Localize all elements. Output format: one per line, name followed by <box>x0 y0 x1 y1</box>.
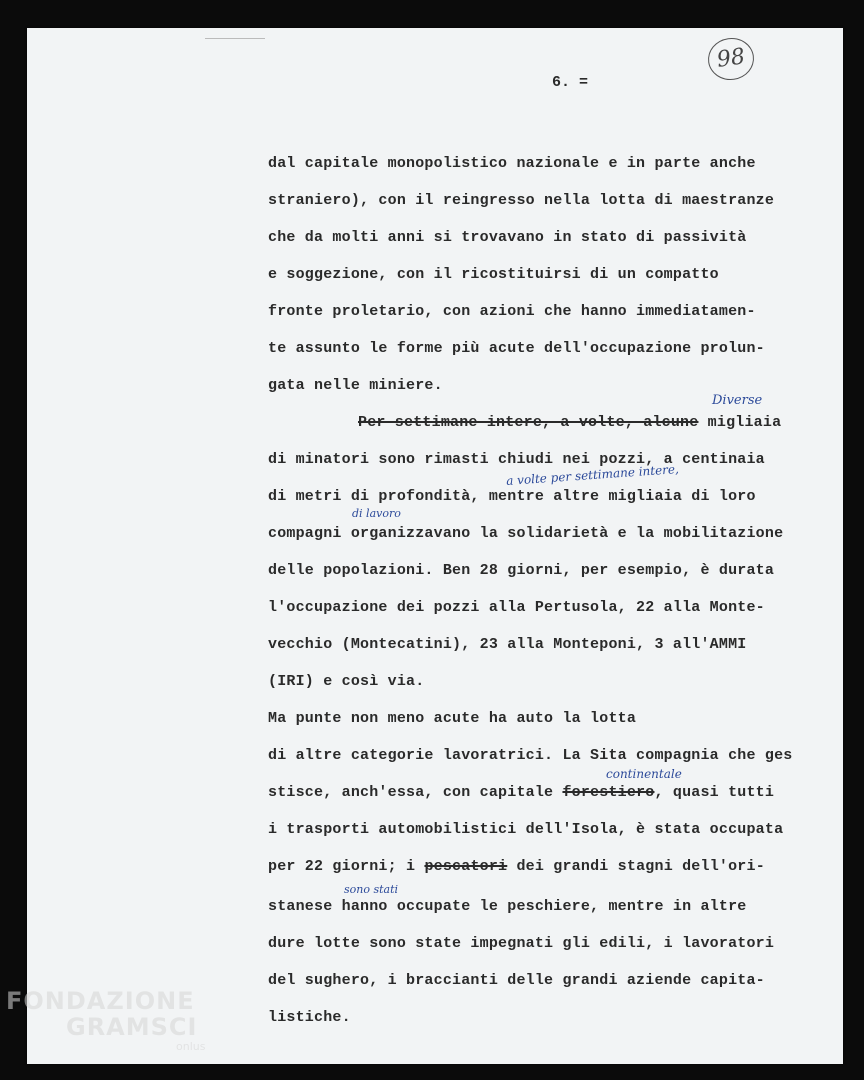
text-line <box>268 858 765 875</box>
text-line: di metri di profondità, mentre altre migliaia di loro <box>268 488 756 505</box>
text-fragment: migliaia <box>698 414 782 431</box>
text-fragment: stisce, anch'essa, con capitale <box>268 784 563 801</box>
text-line: e soggezione, con il ricostituirsi di un compatto <box>268 266 719 283</box>
text-line: stanese hanno occupate le peschiere, mentre in altre <box>268 898 747 915</box>
text-line: compagni organizzavano la solidarietà e la mobilitazione <box>268 525 784 542</box>
text-line: (IRI) e così via. <box>268 673 425 690</box>
divider <box>205 38 265 39</box>
struck-text: pescatori <box>424 858 508 875</box>
fondazione-gramsci-watermark <box>6 988 205 1053</box>
text-line: l'occupazione dei pozzi alla Pertusola, 22 alla Monte- <box>268 599 765 616</box>
text-line <box>358 414 781 431</box>
text-fragment: dei grandi stagni dell'ori- <box>507 858 765 875</box>
text-fragment: per 22 giorni; i <box>268 858 425 875</box>
text-line: i trasporti automobilistici dell'Isola, è stata occupata <box>268 821 784 838</box>
text-line: di altre categorie lavoratrici. La Sita compagnia che ges <box>268 747 793 764</box>
text-line: Ma punte non meno acute ha auto la lotta <box>268 710 637 727</box>
handwritten-annotation: continentale <box>606 767 682 781</box>
text-line: listiche. <box>268 1009 351 1026</box>
text-line: fronte proletario, con azioni che hanno immediatamen- <box>268 303 756 320</box>
watermark-line: onlus <box>176 1040 206 1053</box>
text-line <box>268 784 774 801</box>
text-line: dal capitale monopolistico nazionale e in parte anche <box>268 155 756 172</box>
watermark-line: FONDAZIONE <box>6 987 195 1015</box>
text-line: te assunto le forme più acute dell'occupazione prolun- <box>268 340 765 357</box>
handwritten-annotation: sono stati <box>344 883 399 896</box>
page-number: 6. = <box>552 74 589 91</box>
text-line: delle popolazioni. Ben 28 giorni, per esempio, è durata <box>268 562 775 579</box>
text-line: di minatori sono rimasti chiudi nei pozzi, a centinaia <box>268 451 765 468</box>
text-line: gata nelle miniere. <box>268 377 443 394</box>
text-line: vecchio (Montecatini), 23 alla Monteponi, 3 all'AMMI <box>268 636 747 653</box>
handwritten-annotation: a volte per settimane intere, <box>505 461 680 489</box>
text-line: straniero), con il reingresso nella lotta di maestranze <box>268 192 775 209</box>
handwritten-annotation: di lavoro <box>352 507 401 520</box>
watermark-line: GRAMSCI <box>66 1013 198 1041</box>
text-line: del sughero, i braccianti delle grandi aziende capita- <box>268 972 765 989</box>
archive-stamp-number: 98 <box>705 35 756 83</box>
text-line: dure lotte sono state impegnati gli edili, i lavoratori <box>268 935 775 952</box>
text-line: che da molti anni si trovavano in stato di passività <box>268 229 747 246</box>
handwritten-annotation: Diverse <box>712 393 763 408</box>
text-fragment: , quasi tutti <box>654 784 775 801</box>
struck-text: forestiero <box>562 784 655 801</box>
struck-text: Per settimane intere, a volte, alcune <box>358 414 699 431</box>
